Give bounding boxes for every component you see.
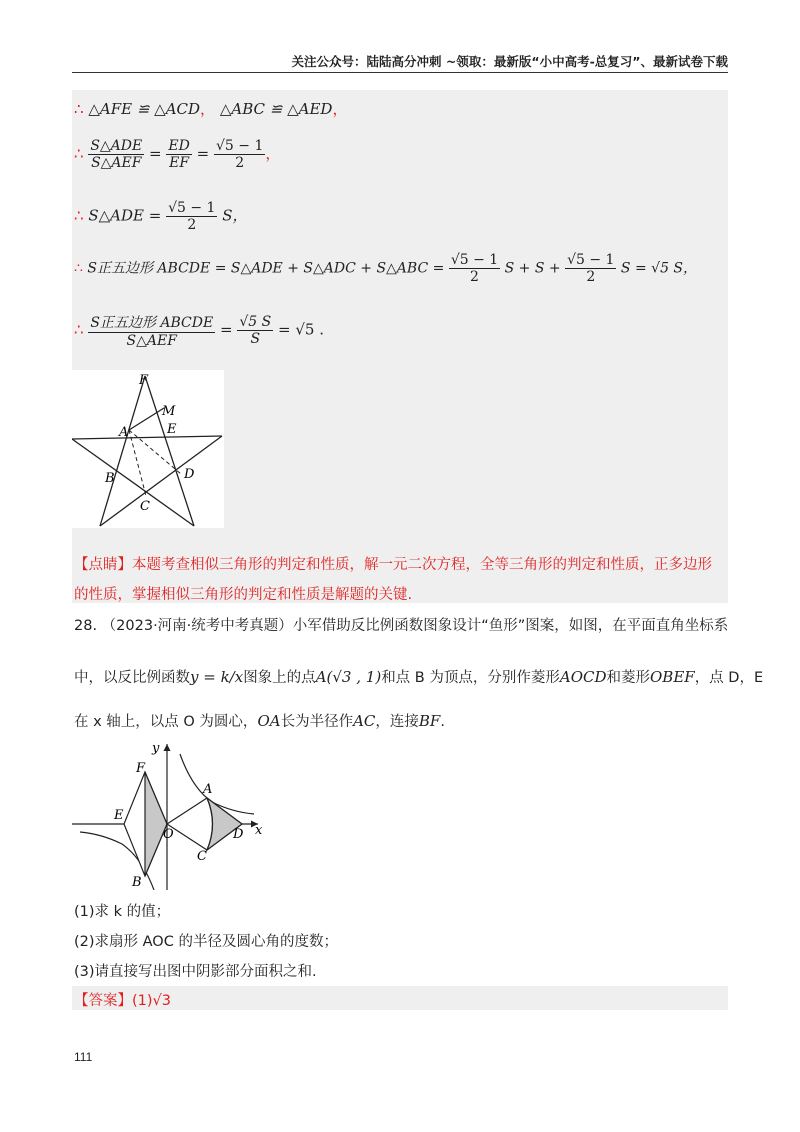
mid: = S△ADE + S△ADC + S△ABC = xyxy=(214,260,445,277)
text: ，点 D，E xyxy=(694,670,764,686)
numerator: S△ADE xyxy=(90,138,143,154)
equals: = xyxy=(219,320,233,339)
rhombus-obef: OBEF xyxy=(650,668,695,686)
text: 长为半径作 xyxy=(280,714,354,730)
function-expression: y = k/x xyxy=(190,668,244,686)
question-1-text: (1)求 k 的值； xyxy=(74,904,171,920)
problem-intro: 28. （2023·河南·统考中考真题）小军借助反比例函数图象设计“鱼形”图案，如图，在平面直角坐标系 xyxy=(74,618,729,634)
page-header xyxy=(72,52,728,73)
shaded-region-left xyxy=(145,772,167,876)
question-2-text: (2)求扇形 AOC 的半径及圆心角的度数； xyxy=(74,934,338,950)
question-3-text: (3)请直接写出图中阴影部分面积之和. xyxy=(74,964,317,980)
therefore-symbol: ∴ xyxy=(74,100,84,118)
answer-tag: 【答案】 xyxy=(74,993,132,1009)
value-fraction xyxy=(166,200,217,233)
therefore-symbol: ∴ xyxy=(74,206,84,225)
segment-oa: OA xyxy=(257,712,281,730)
solution-line-4 xyxy=(74,252,697,285)
text: 和点 B 为顶点，分别作菱形 xyxy=(381,670,560,686)
fraction-1 xyxy=(449,252,500,285)
page-number: 111 xyxy=(74,1050,93,1064)
fish-graph xyxy=(72,740,272,890)
fraction-2 xyxy=(565,252,616,285)
text: 图象上的点 xyxy=(243,670,316,686)
equals: = xyxy=(148,206,162,225)
problem-line-2 xyxy=(74,666,763,687)
answer-line xyxy=(74,989,171,1010)
text: 在 x 轴上，以点 O 为圆心， xyxy=(74,714,258,730)
equals: = xyxy=(196,144,210,163)
therefore-symbol: ∴ xyxy=(74,260,83,277)
value-fraction xyxy=(214,138,265,171)
question-3 xyxy=(74,960,317,981)
label-o: O xyxy=(163,827,174,842)
solution-line-5 xyxy=(74,312,324,349)
label-f: F xyxy=(139,373,149,388)
congruence-2: △ABC ≌ △AED xyxy=(219,100,333,118)
numerator: √5 − 1 xyxy=(567,252,615,268)
label-y: y xyxy=(152,741,160,756)
label-b: B xyxy=(132,875,142,890)
header-text: 关注公众号：陆陆高分冲刺 ~领取：最新版“小中高考-总复习”、最新试卷下载 xyxy=(291,54,728,69)
star-figure xyxy=(72,370,224,528)
denominator: 2 xyxy=(586,269,596,285)
denominator: EF xyxy=(169,155,190,171)
problem-line-1 xyxy=(74,614,728,635)
answer-text: (1)√3 xyxy=(132,993,172,1009)
congruence-1: △AFE ≌ △ACD xyxy=(88,100,201,118)
denominator: 2 xyxy=(187,217,197,233)
numerator: √5 S xyxy=(239,314,272,330)
rhombus-aocd: AOCD xyxy=(559,668,607,686)
note-tag: 【点睛】 xyxy=(74,557,132,573)
mid2: S + S + xyxy=(504,260,561,277)
value-fraction xyxy=(237,314,273,347)
segment-bf: BF xyxy=(418,712,441,730)
tail: = √5 . xyxy=(277,320,324,339)
end: ， xyxy=(332,100,348,118)
solution-line-3 xyxy=(74,200,248,233)
denominator: S△AEF xyxy=(126,333,177,349)
segment-ratio-fraction xyxy=(166,138,191,171)
tail: S = √5 S， xyxy=(620,260,698,277)
lhs: S正五边形 ABCDE xyxy=(87,260,211,277)
sep: ， xyxy=(200,100,216,118)
point-a: A(√3 , 1) xyxy=(315,668,382,686)
tail: S， xyxy=(222,206,248,225)
label-m: M xyxy=(162,404,176,419)
solution-line-1 xyxy=(74,98,347,119)
numerator: √5 − 1 xyxy=(168,200,216,216)
area-ratio-fraction xyxy=(88,312,215,349)
text: 和菱形 xyxy=(606,670,650,686)
denominator: 2 xyxy=(235,155,245,171)
lhs: S△ADE xyxy=(88,206,144,225)
numerator: S正五边形 ABCDE xyxy=(88,312,215,333)
text: 中，以反比例函数 xyxy=(74,670,190,686)
equals: = xyxy=(149,144,162,163)
therefore-symbol: ∴ xyxy=(74,144,84,163)
label-d: D xyxy=(233,827,244,842)
text: ，连接 xyxy=(375,714,419,730)
area-ratio-fraction xyxy=(88,138,144,171)
denominator: S△AEF xyxy=(91,155,142,171)
numerator: √5 − 1 xyxy=(450,252,499,268)
label-x: x xyxy=(255,823,263,838)
note-text: 本题考查相似三角形的判定和性质，解一元二次方程，全等三角形的判定和性质，正多边形的性质，掌握相似三角形的判定和性质是解题的关键. xyxy=(74,557,712,603)
denominator: S xyxy=(250,331,261,347)
label-a: A xyxy=(119,425,129,440)
problem-line-3 xyxy=(74,710,445,731)
label-f: F xyxy=(136,761,146,776)
numerator: √5 − 1 xyxy=(215,138,264,154)
numerator: ED xyxy=(168,138,190,154)
label-d: D xyxy=(184,467,195,482)
end: ， xyxy=(265,144,281,163)
label-e: E xyxy=(114,808,124,823)
label-e: E xyxy=(167,422,177,437)
therefore-symbol: ∴ xyxy=(74,320,84,339)
arc-ac: AC xyxy=(353,712,376,730)
question-1 xyxy=(74,900,170,921)
solution-line-2 xyxy=(74,138,280,171)
label-a: A xyxy=(203,782,213,797)
label-c: C xyxy=(197,849,207,864)
question-2 xyxy=(74,930,338,951)
key-point-note xyxy=(74,550,724,610)
text: . xyxy=(440,714,445,730)
label-b: B xyxy=(105,471,115,486)
label-c: C xyxy=(140,499,150,514)
denominator: 2 xyxy=(470,269,479,285)
